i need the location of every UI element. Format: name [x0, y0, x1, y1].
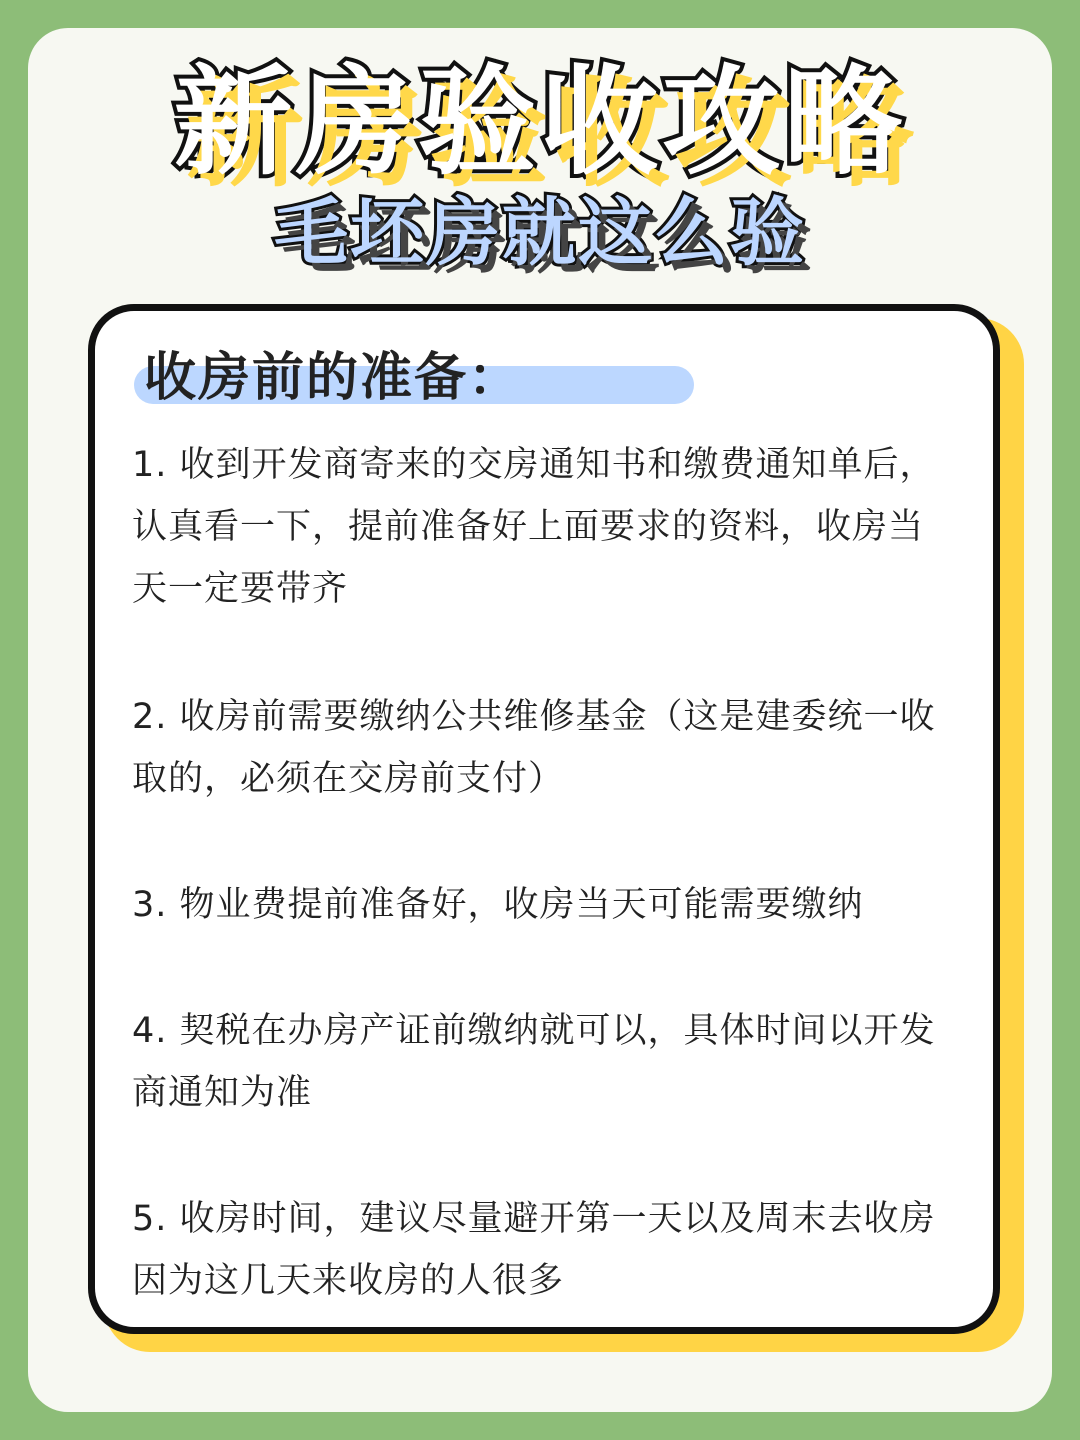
page-subtitle: 毛坯房就这么验 — [274, 190, 806, 276]
section-title: 收房前的准备： — [144, 348, 523, 408]
list-item-3: 3. 物业费提前准备好，收房当天可能需要缴纳 — [132, 885, 864, 925]
list-item-5: 5. 收房时间，建议尽量避开第一天以及周末去收房因为这几天来收房的人很多 — [132, 1199, 936, 1301]
list-item-4: 4. 契税在办房产证前缴纳就可以，具体时间以开发商通知为准 — [132, 1011, 936, 1113]
list-item-2: 2. 收房前需要缴纳公共维修基金（这是建委统一收取的，必须在交房前支付） — [132, 697, 936, 799]
list-item-1: 1. 收到开发商寄来的交房通知书和缴费通知单后，认真看一下，提前准备好上面要求的资料，收房当天一定要带齐 — [132, 445, 936, 609]
page-title: 新房验收攻略 — [173, 53, 906, 191]
